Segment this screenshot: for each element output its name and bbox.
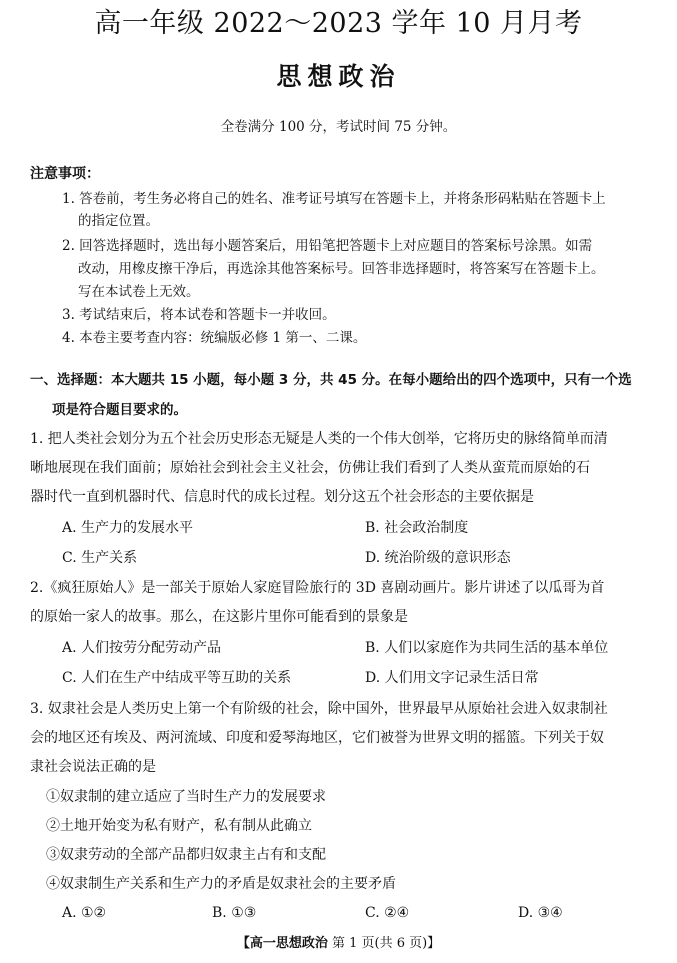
score-info: 全卷满分 100 分，考试时间 75 分钟。 [220, 119, 457, 135]
page-footer [0, 934, 677, 954]
question-1-option-c: C. 生产关系 [62, 550, 138, 566]
notice-heading: 注意事项： [30, 166, 100, 182]
question-3-text: 隶社会说法正确的是 [30, 759, 156, 775]
question-2-option-c: C. 人们在生产中结成平等互助的关系 [62, 670, 292, 686]
question-1-option-d: D. 统治阶级的意识形态 [365, 550, 511, 566]
question-2-text: 2.《疯狂原始人》是一部关于原始人家庭冒险旅行的 3D 喜剧动画片。影片讲述了以瓜哥为首 [30, 580, 605, 596]
question-3-text: 会的地区还有埃及、两河流域、印度和爱琴海地区，它们被誉为世界文明的摇篮。下列关于奴 [30, 730, 604, 746]
footer-page-number: 第 1 页(共 6 页)】 [331, 936, 441, 951]
section-heading: 一、选择题：本大题共 15 小题，每小题 3 分，共 45 分。在每小题给出的四个选项中，只有一个选 [30, 372, 632, 388]
question-1-option-b: B. 社会政治制度 [365, 520, 469, 536]
notice-line: 4. 本卷主要考查内容：统编版必修 1 第一、二课。 [62, 330, 367, 346]
question-1-option-a: A. 生产力的发展水平 [62, 520, 194, 536]
notice-line: 写在本试卷上无效。 [78, 284, 200, 300]
notice-line: 3. 考试结束后，将本试卷和答题卡一并收回。 [62, 307, 336, 323]
question-3-option-d: D. ③④ [518, 905, 563, 921]
exam-title: 高一年级 2022～2023 学年 10 月月考 [94, 8, 583, 39]
question-1-text: 晰地展现在我们面前；原始社会到社会主义社会，仿佛让我们看到了人类从蛮荒而原始的石 [30, 460, 590, 476]
question-3-option-a: A. ①② [62, 905, 107, 921]
exam-subject: 思想政治 [276, 62, 401, 91]
question-3-statement-4: ④奴隶制生产关系和生产力的矛盾是奴隶社会的主要矛盾 [46, 876, 396, 892]
question-3-statement-1: ①奴隶制的建立适应了当时生产力的发展要求 [46, 789, 326, 805]
notice-line: 1. 答卷前，考生务必将自己的姓名、准考证号填写在答题卡上，并将条形码粘贴在答题卡上 [62, 191, 606, 207]
question-3-statement-3: ③奴隶劳动的全部产品都归奴隶主占有和支配 [46, 847, 326, 863]
question-2-option-d: D. 人们用文字记录生活日常 [365, 670, 539, 686]
question-3-text: 3. 奴隶社会是人类历史上第一个有阶级的社会，除中国外，世界最早从原始社会进入奴隶制社 [30, 701, 608, 717]
footer-label: 【高一思想政治 [236, 936, 328, 951]
question-1-text: 器时代一直到机器时代、信息时代的成长过程。划分这五个社会形态的主要依据是 [30, 489, 534, 505]
question-3-option-b: B. ①③ [212, 905, 257, 921]
question-2-option-a: A. 人们按劳分配劳动产品 [62, 640, 222, 656]
question-3-statement-2: ②土地开始变为私有财产，私有制从此确立 [46, 818, 312, 834]
notice-line: 2. 回答选择题时，选出每小题答案后，用铅笔把答题卡上对应题目的答案标号涂黑。如需 [62, 238, 593, 254]
question-2-option-b: B. 人们以家庭作为共同生活的基本单位 [365, 640, 609, 656]
question-1-text: 1. 把人类社会划分为五个社会历史形态无疑是人类的一个伟大创举，它将历史的脉络简单而清 [30, 431, 608, 447]
question-3-option-c: C. ②④ [365, 905, 410, 921]
notice-line: 改动，用橡皮擦干净后，再选涂其他答案标号。回答非选择题时，将答案写在答题卡上。 [78, 261, 605, 277]
section-heading-cont: 项是符合题目要求的。 [52, 402, 187, 418]
question-2-text: 的原始一家人的故事。那么，在这影片里你可能看到的景象是 [30, 609, 408, 625]
notice-line: 的指定位置。 [78, 213, 159, 229]
